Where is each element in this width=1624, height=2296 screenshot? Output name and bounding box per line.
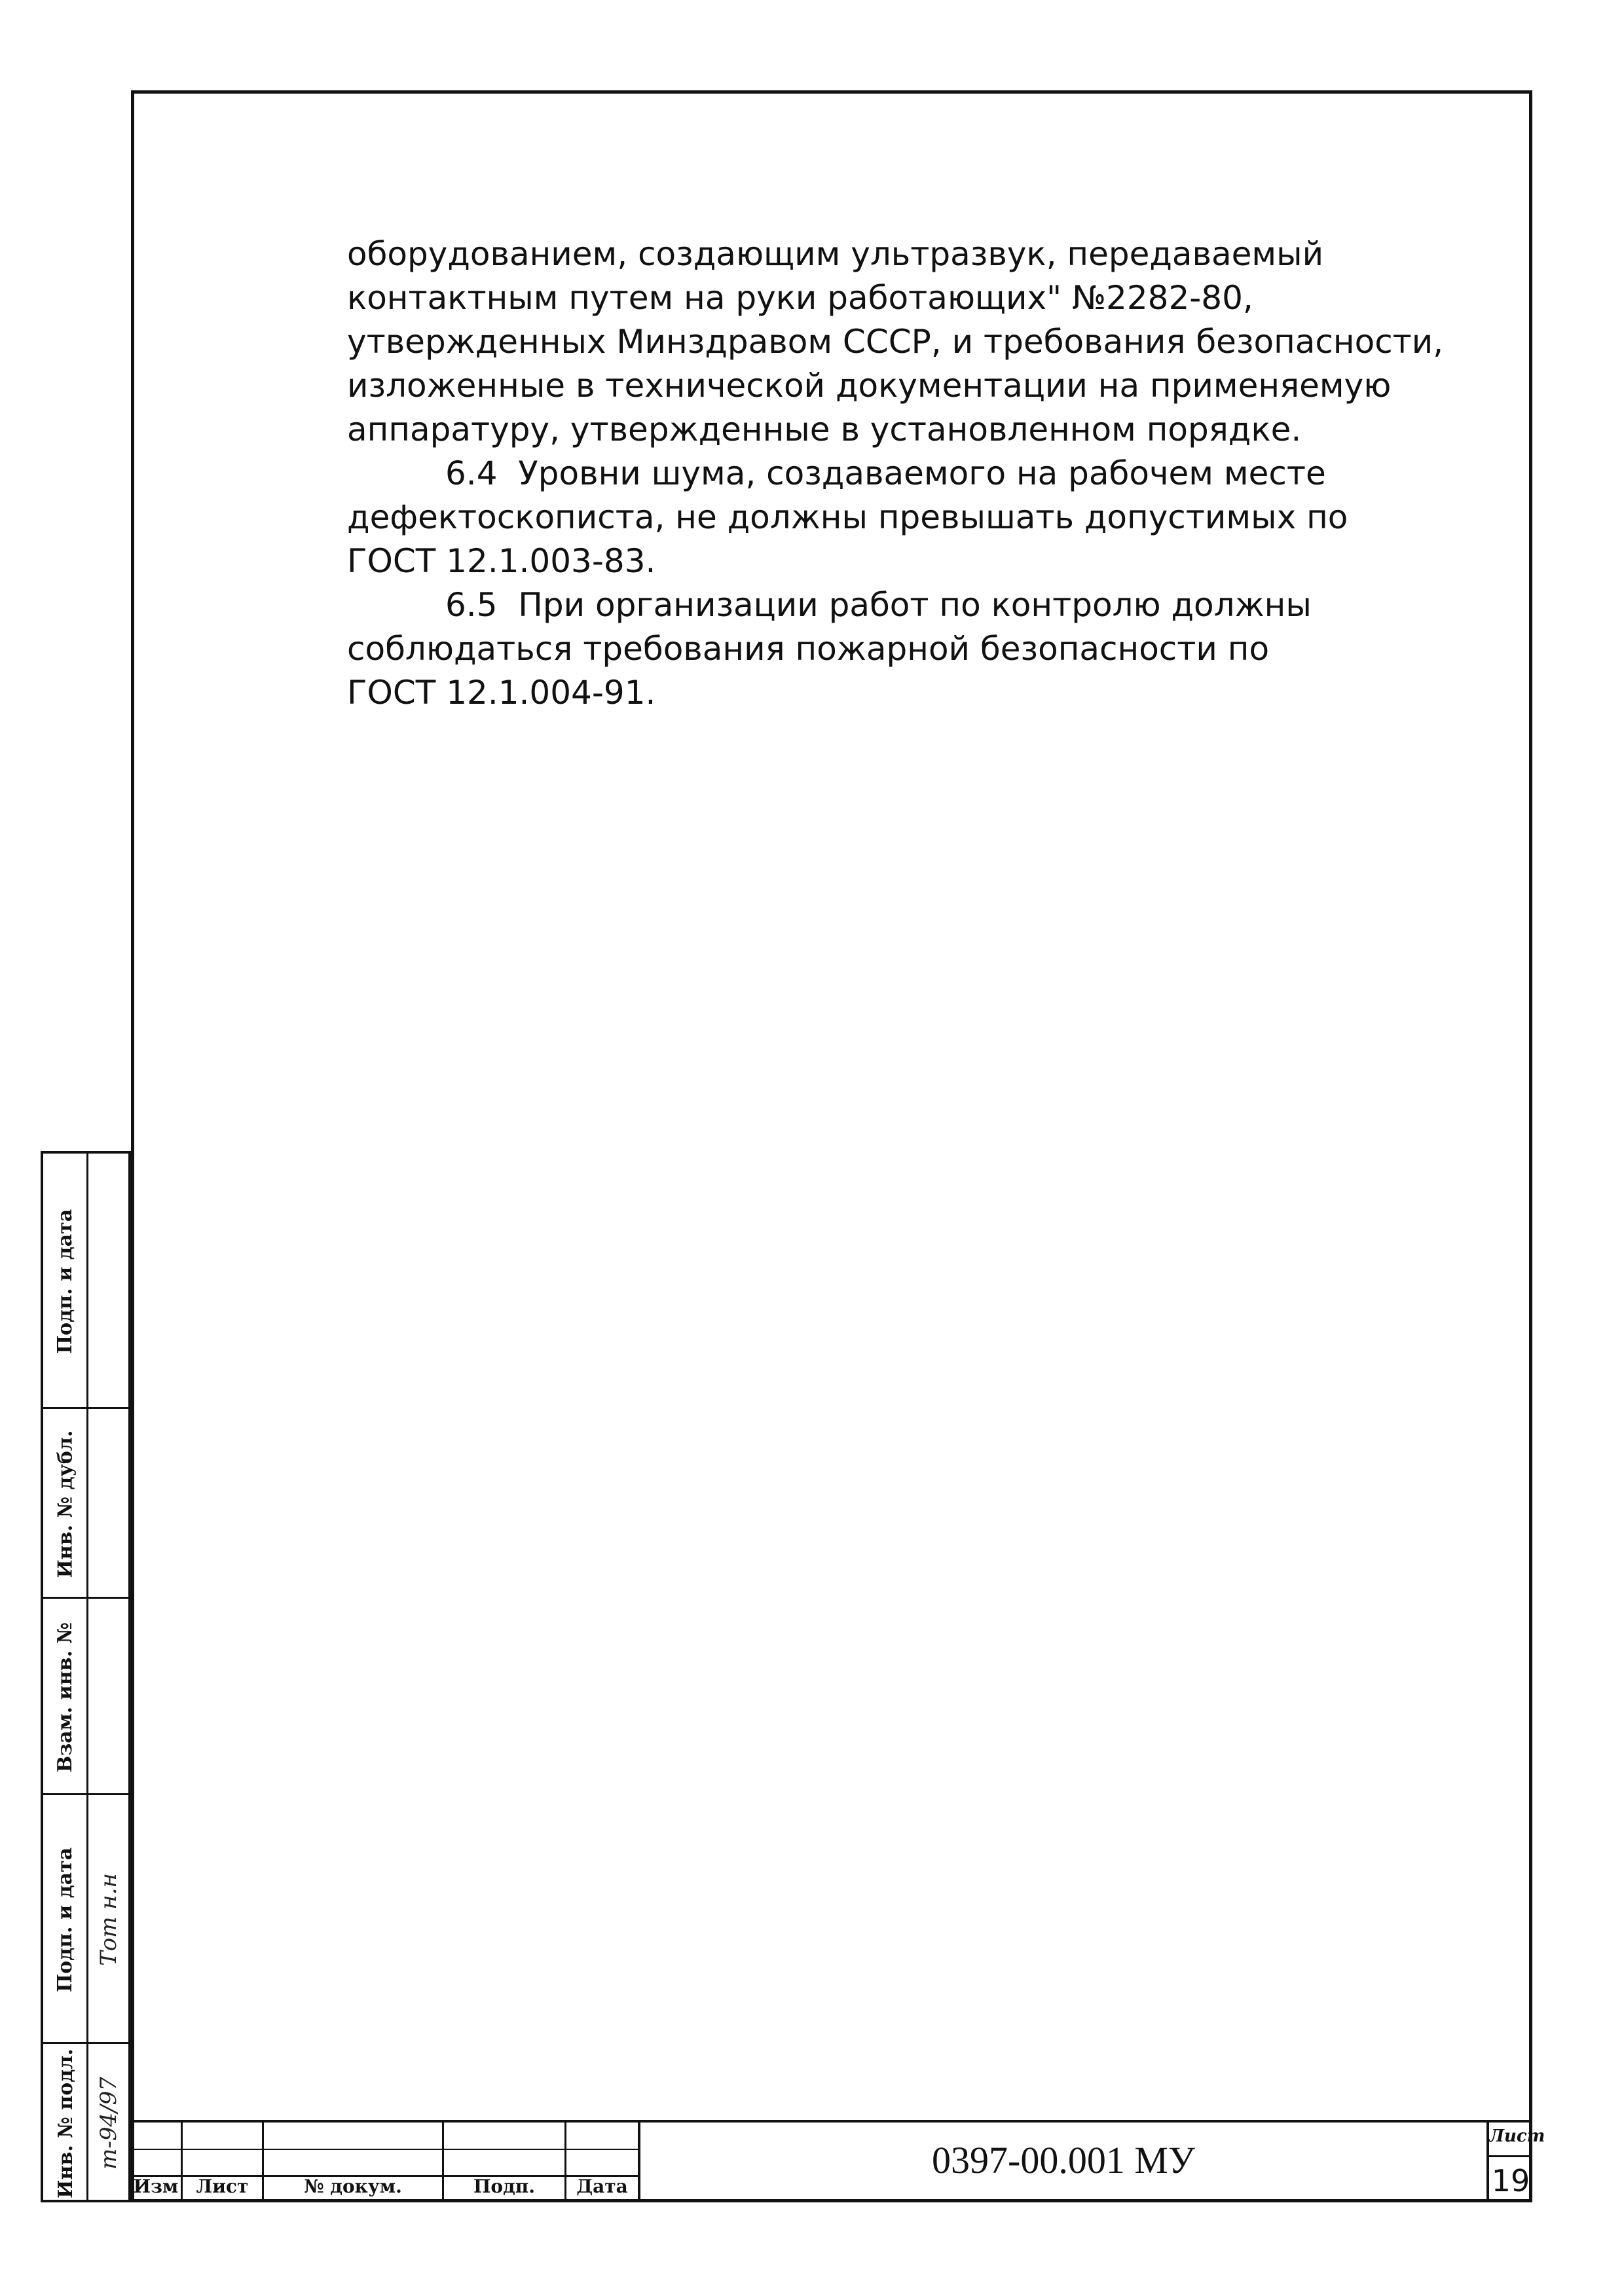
text-line: утвержденных Минздравом СССР, и требования безопасности, — [347, 323, 1444, 361]
stamp-label: Взам. инв. № — [54, 1622, 77, 1772]
stamp-cell-sign-date-2 — [43, 1795, 131, 2044]
tb-row-line — [131, 2149, 639, 2150]
text-line: соблюдаться требования пожарной безопасности по — [347, 630, 1270, 668]
text-line: контактным путем на руки работающих" №2282-80, — [347, 279, 1253, 317]
text-line: оборудованием, создающим ультразвук, передаваемый — [347, 235, 1324, 273]
text-line: ГОСТ 12.1.003-83. — [347, 542, 656, 580]
section-6-5-line: 6.5 При организации работ по контролю должны — [445, 586, 1312, 624]
sheet-number: 19 — [1491, 2163, 1530, 2198]
left-margin-stamp — [41, 1151, 131, 2202]
stamp-cell-orig-inv — [43, 2044, 131, 2202]
section-6-4-line: 6.4 Уровни шума, создаваемого на рабочем месте — [445, 454, 1326, 492]
document-code: 0397-00.001 МУ — [932, 2139, 1195, 2181]
stamp-label: Подп. и дата — [54, 1847, 77, 1992]
header-change: Изм — [133, 2176, 179, 2197]
stamp-label: Подп. и дата — [54, 1209, 77, 1354]
handwritten-inventory-number: т-94/97 — [96, 2077, 122, 2170]
stamp-label: Инв. № дубл. — [54, 1430, 77, 1578]
header-doc-number: № докум. — [304, 2176, 402, 2197]
text-line: изложенные в технической документации на применяемую — [347, 367, 1392, 405]
stamp-label: Инв. № подл. — [54, 2048, 77, 2198]
title-block — [131, 2120, 1545, 2202]
header-signature: Подп. — [473, 2176, 536, 2197]
document-body — [347, 232, 1500, 715]
handwritten-signature: Тот н.н — [96, 1873, 122, 1966]
text-line: аппаратуру, утвержденные в установленном порядке. — [347, 410, 1302, 448]
tb-row-line — [1486, 2155, 1532, 2157]
stamp-cell-replace-inv — [43, 1599, 131, 1795]
header-date: Дата — [576, 2176, 628, 2197]
stamp-cell-sign-date-1 — [43, 1154, 131, 1409]
header-sheet: Лист — [196, 2176, 249, 2197]
stamp-cell-dup-inv — [43, 1409, 131, 1599]
sheet-label: Лист — [1489, 2126, 1545, 2146]
text-line: ГОСТ 12.1.004-91. — [347, 674, 656, 712]
text-line: дефектоскописта, не должны превышать допустимых по — [347, 498, 1348, 536]
